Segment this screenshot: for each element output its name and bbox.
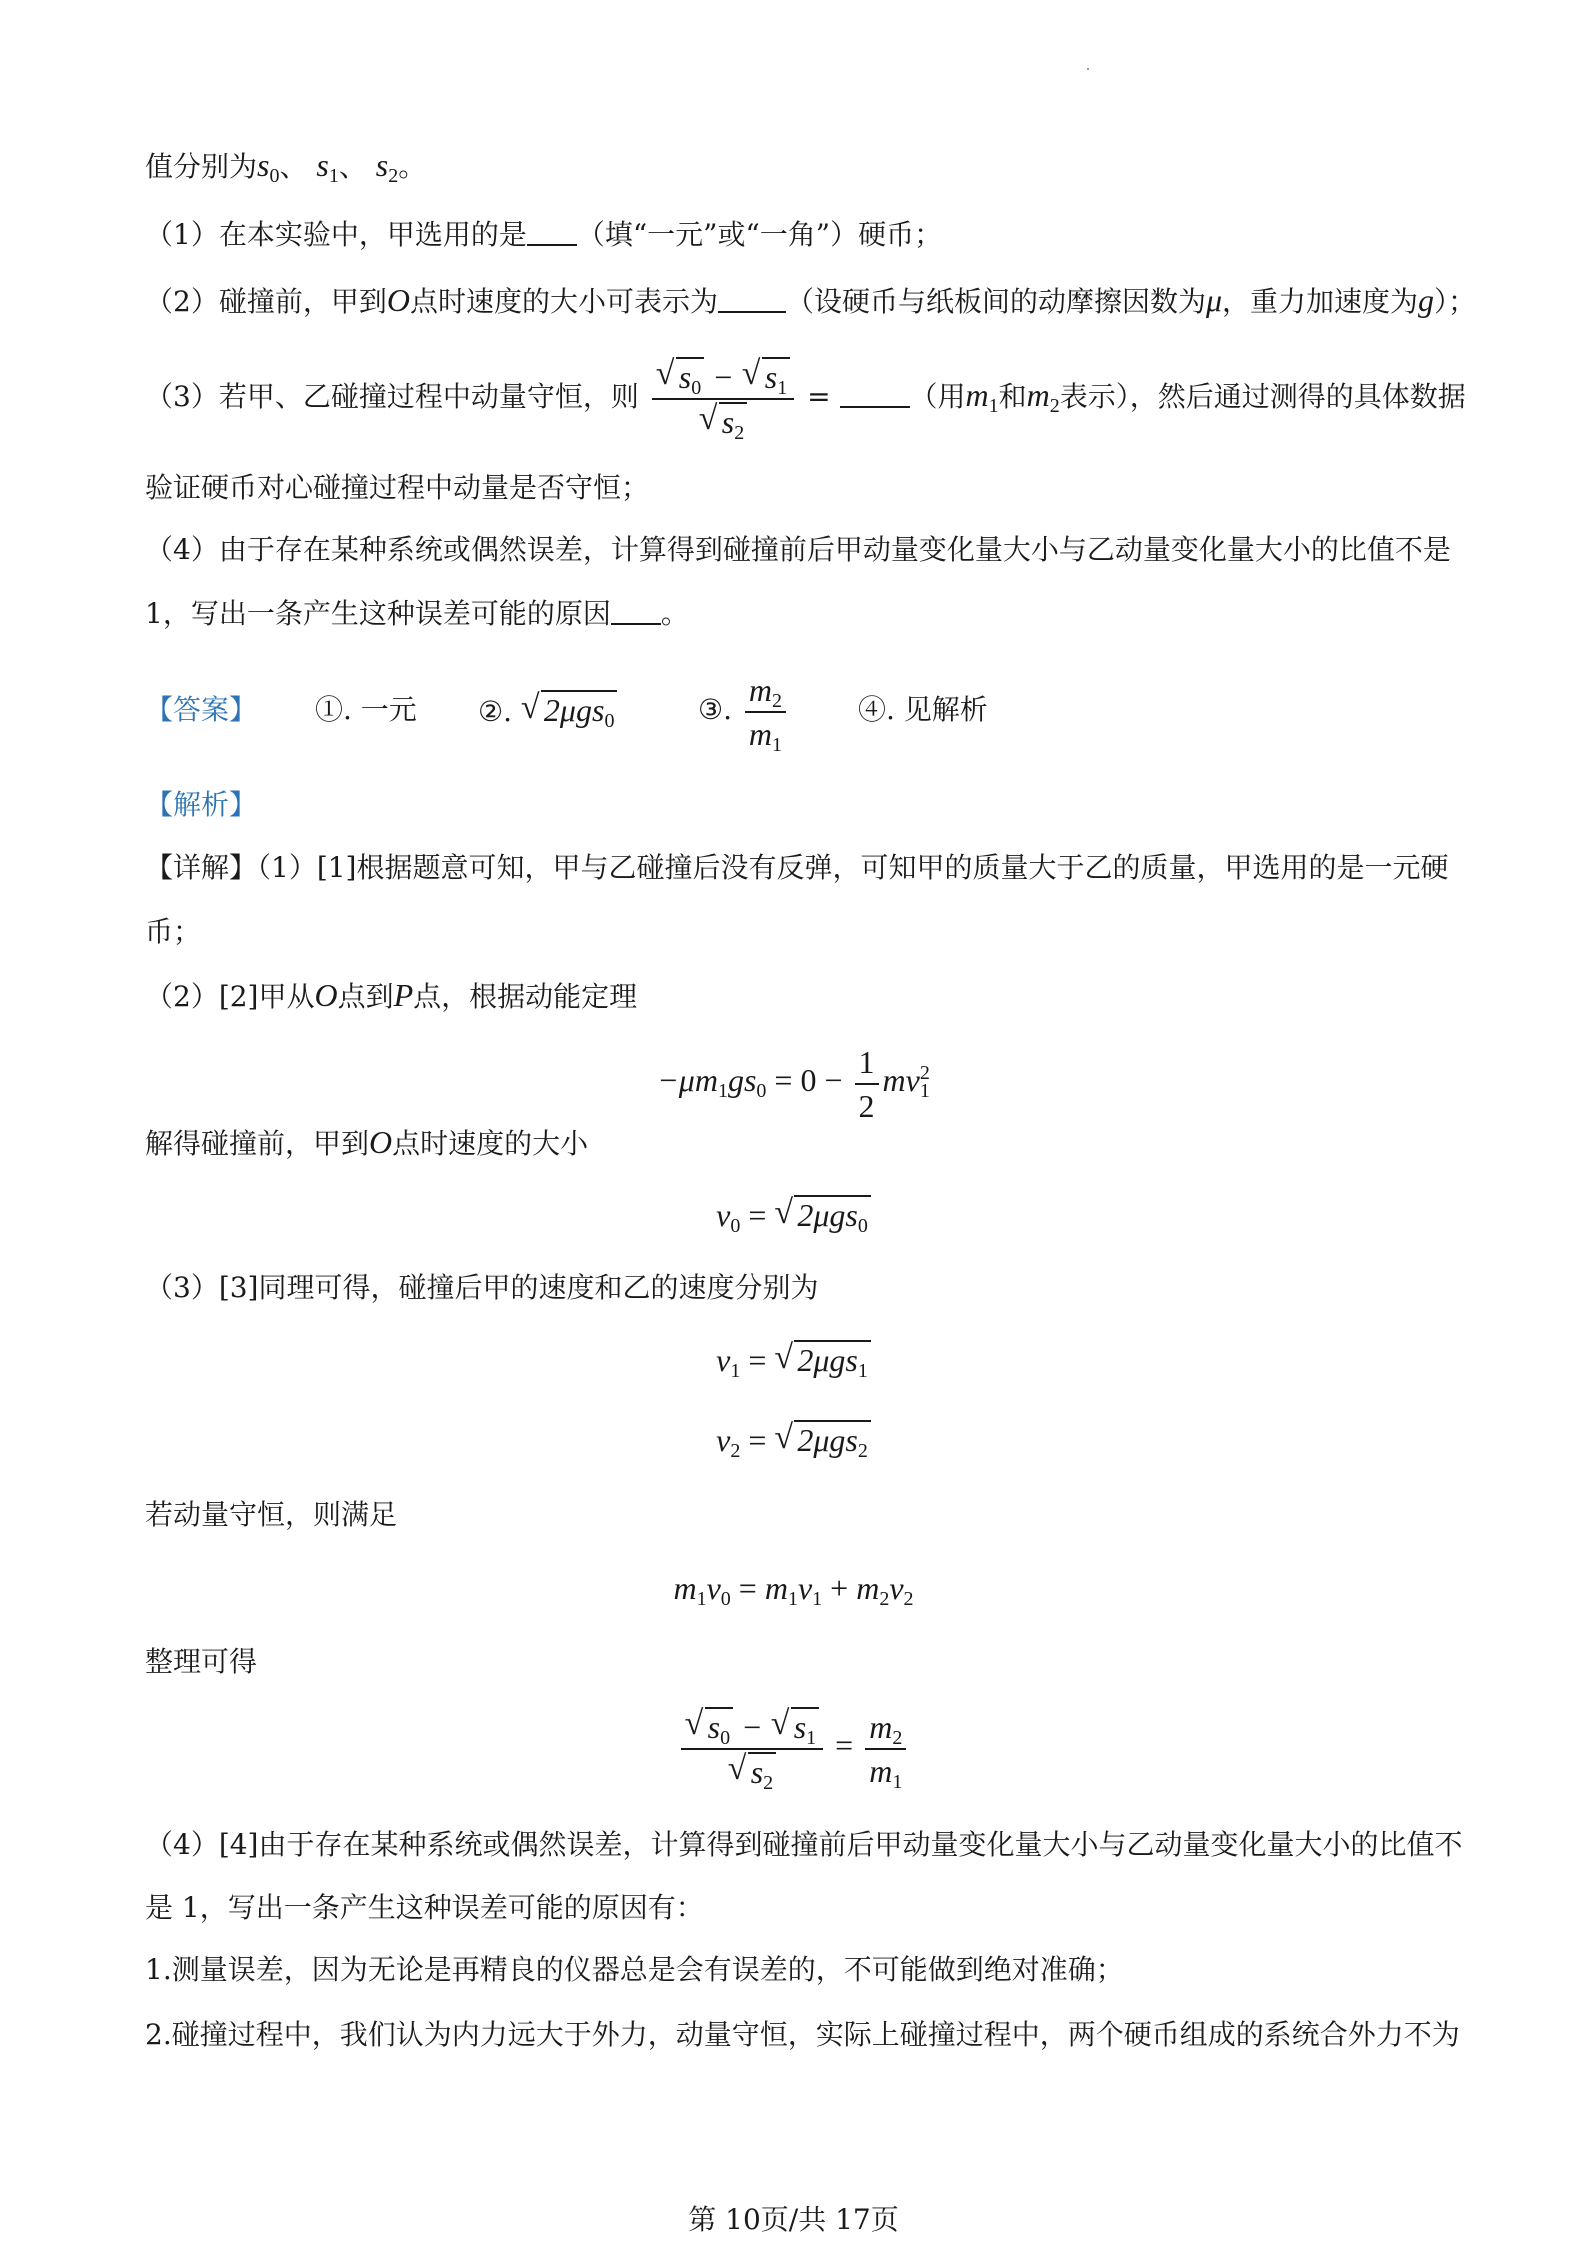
detail-4: （3）[3]同理可得，碰撞后甲的速度和乙的速度分别为 [145,1271,819,1304]
question-4: （4）由于存在某种系统或偶然误差，计算得到碰撞前后甲动量变化量大小与乙动量变化量大小的比值不是 [145,533,1451,566]
detail-1-continued: 币； [145,915,202,948]
equation-v0: $v_0$ = √ 2μgs$_0$ [0,1195,1587,1235]
question-4-continued: 1，写出一条产生这种误差可能的原因 。 [145,597,689,630]
detail-2: （2）[2]甲从O点到P点，根据动能定理 [145,977,638,1013]
page-footer: 第 10页/共 17页 [688,2203,899,2236]
detail-3: 解得碰撞前，甲到O点时速度的大小 [145,1124,589,1160]
equation-energy: $-\mu m_1gs_0 = 0$ − $\frac{1}{2}$ $mv^2_1$ [657,1043,930,1124]
answer-blank-4 [611,597,661,625]
answer-blank-3 [840,380,910,408]
analysis-label: 【解析】 [145,788,258,821]
equation-v1: $v_1$ = √ 2μgs$_1$ [0,1340,1587,1380]
question-3-continued: 验证硬币对心碰撞过程中动量是否守恒； [145,471,650,504]
question-3: （3）若甲、乙碰撞过程中动量守恒，则 √ $s_0$ − √ $s_1$ √ $s_2$ = （用$m_1$和$m_2$表示），然后通过测得的具体数据 [145,354,1466,444]
detail-9: 2.碰撞过程中，我们认为内力远大于外力，动量守恒，实际上碰撞过程中，两个硬币组成的系统合外力不为 [145,2018,1460,2051]
detail-6: 整理可得 [145,1645,258,1678]
equation-momentum: $m_1v_0 = m_1v_1 + m_2v_2$ [673,1570,914,1610]
question-1: （1）在本实验中，甲选用的是 （填“一元”或“一角”）硬币； [145,218,943,251]
detail-8: 1.测量误差，因为无论是再精良的仪器总是会有误差的，不可能做到绝对准确； [145,1953,1124,1986]
detail-5: 若动量守恒，则满足 [145,1498,398,1531]
answer-blank-1 [527,218,577,246]
scan-dot [1087,68,1089,70]
answer-1: ①. 一元 [315,693,417,726]
answer-label: 【答案】 [145,693,258,726]
equation-result: √ $s_0$ − √ $s_1$ √ $s_2$ = $\frac{m_2}{m_1}$ [0,1700,1587,1791]
answer-blank-2 [718,285,786,313]
answer-3: ③. $\frac{m_2}{m_1}$ [698,668,790,753]
detail-1: 【详解】（1）[1]根据题意可知，甲与乙碰撞后没有反弹，可知甲的质量大于乙的质量，甲选用的是一元硬 [145,851,1449,884]
answer-4: ④. 见解析 [858,693,988,726]
text-line-values: 值分别为$s_0$、 $s_1$、 $s_2$。 [145,147,427,187]
answer-2: ②. √ 2μgs$_0$ [478,690,617,732]
equation-v2: $v_2$ = √ 2μgs$_2$ [0,1420,1587,1460]
question-2: （2）碰撞前，甲到O点时速度的大小可表示为 （设硬币与纸板间的动摩擦因数为μ，重力加速度为g）； [145,282,1477,318]
ratio-fraction: √ $s_0$ − √ $s_1$ √ $s_2$ [652,357,795,441]
detail-7: （4）[4]由于存在某种系统或偶然误差，计算得到碰撞前后甲动量变化量大小与乙动量变化量大小的比值不 [145,1828,1463,1861]
detail-7-continued: 是 1，写出一条产生这种误差可能的原因有： [145,1891,704,1924]
